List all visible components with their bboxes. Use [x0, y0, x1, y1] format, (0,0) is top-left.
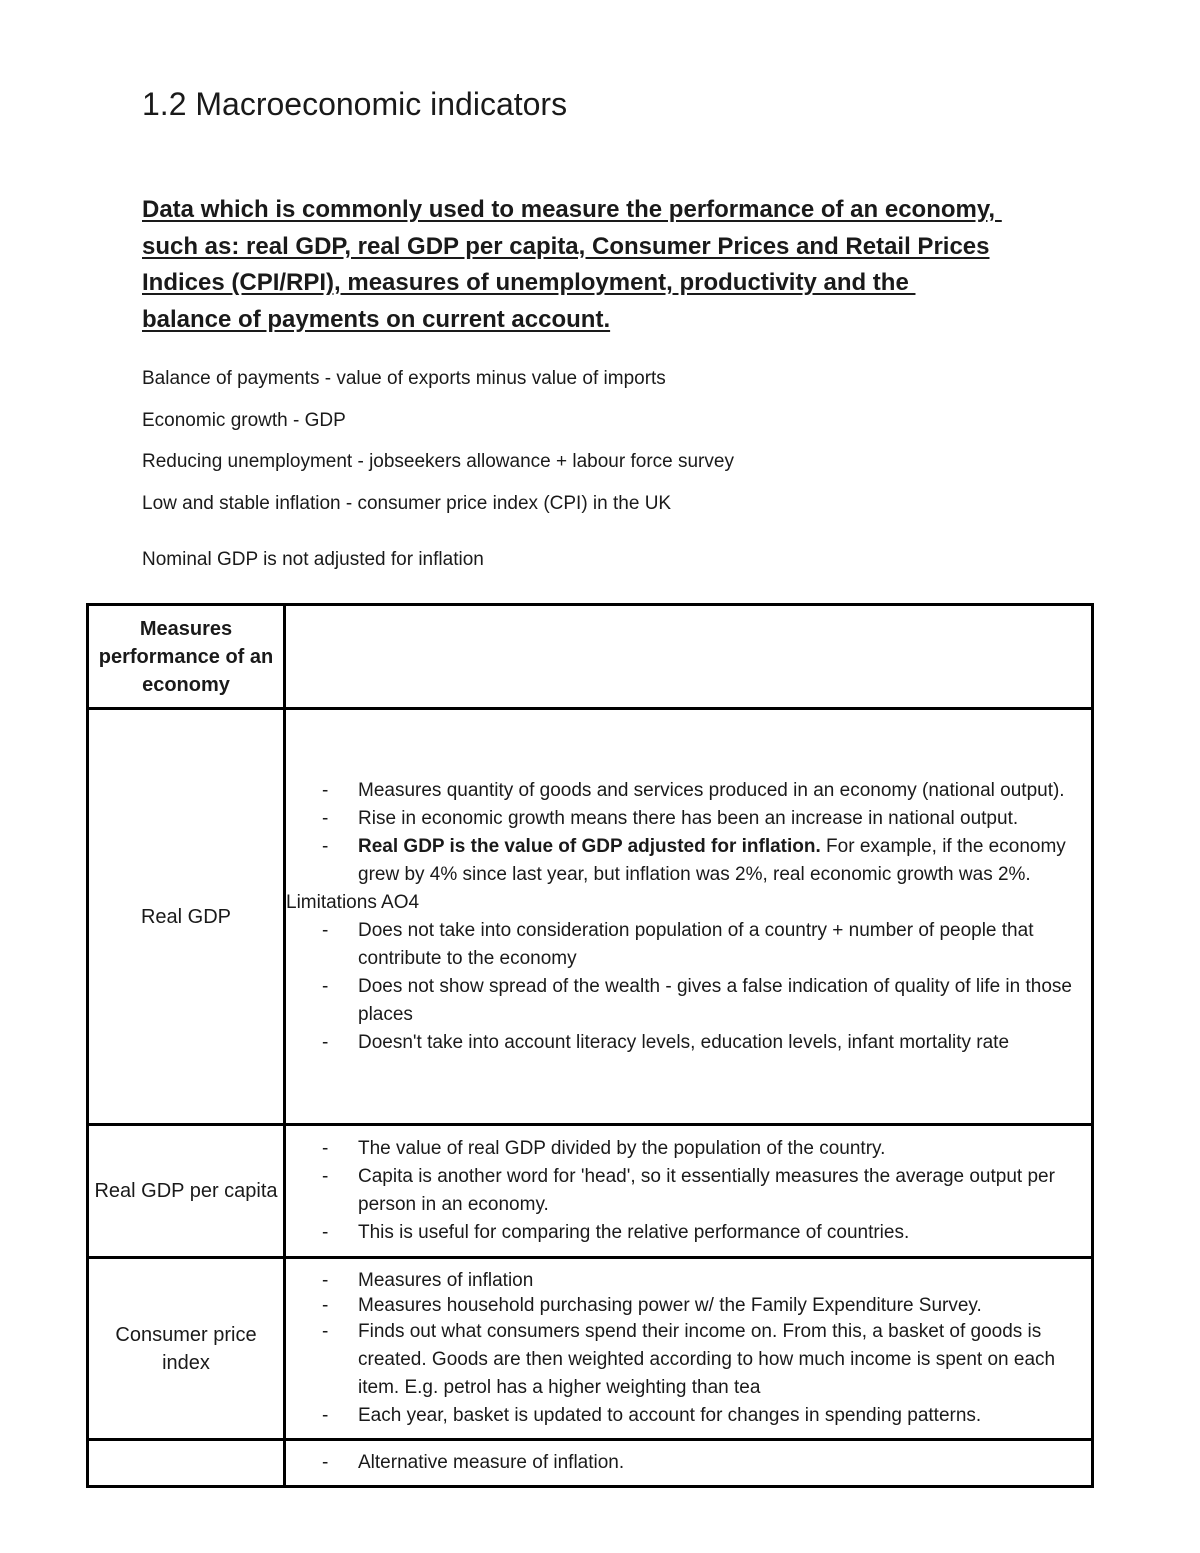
row-label: Consumer price index [88, 1258, 285, 1440]
table-header-row [88, 605, 1093, 709]
bullet-item: - Doesn't take into account literacy levels, education levels, infant mortality rate [286, 1029, 1091, 1057]
notes-list [142, 366, 734, 589]
bullet-item [286, 833, 1091, 889]
table-row-real-gdp [88, 709, 1093, 1125]
bullet-item: - This is useful for comparing the relative performance of countries. [286, 1219, 1091, 1247]
table-row-real-gdp-per-capita [88, 1125, 1093, 1258]
definition-example: For example, if the economy grew by 4% since last year, but inflation was 2%, real economic growth was 2%. [358, 835, 1066, 885]
intro-line: balance of payments on current account. [142, 305, 611, 333]
bullet-item: - Measures household purchasing power w/ the Family Expenditure Survey. [286, 1293, 1091, 1318]
row-label: Real GDP [88, 709, 285, 1125]
row-content [285, 1258, 1093, 1440]
intro-line: Indices (CPI/RPI), measures of unemployment, productivity and the [142, 269, 916, 296]
bullet-item: - Each year, basket is updated to account for changes in spending patterns. [286, 1402, 1091, 1430]
measures-table [86, 603, 1094, 1488]
bullet-list [286, 1268, 1091, 1430]
bullet-item: - Measures of inflation [286, 1268, 1091, 1293]
row-label [88, 1440, 285, 1487]
bullet-item: - Capita is another word for 'head', so it essentially measures the average output per person in an economy. [286, 1163, 1091, 1219]
intro-line: Data which is commonly used to measure the performance of an economy, [142, 196, 1002, 223]
page-title: 1.2 Macroeconomic indicators [142, 86, 568, 122]
note-nominal-gdp: Nominal GDP is not adjusted for inflation [142, 549, 484, 570]
intro-definition [142, 192, 1082, 338]
table-row-consumer-price-index [88, 1258, 1093, 1440]
note-economic-growth: Economic growth - GDP [142, 409, 346, 431]
table-row-alternative-measure [88, 1440, 1093, 1487]
bullet-list [286, 777, 1091, 889]
row-content [285, 709, 1093, 1125]
header-content-cell [285, 605, 1093, 709]
header-label-cell: Measures performance of an economy [88, 605, 285, 709]
bullet-list [286, 1449, 1091, 1477]
note-balance-of-payments: Balance of payments - value of exports minus value of imports [142, 368, 666, 389]
limitations-heading: Limitations AO4 [286, 891, 420, 913]
limitations-list [286, 917, 1091, 1057]
row-content [285, 1440, 1093, 1487]
bullet-item: - Measures quantity of goods and services produced in an economy (national output). [286, 777, 1091, 805]
note-unemployment: Reducing unemployment - jobseekers allowance + labour force survey [142, 451, 734, 472]
bullet-item: - The value of real GDP divided by the population of the country. [286, 1135, 1091, 1163]
row-content [285, 1125, 1093, 1258]
note-inflation: Low and stable inflation - consumer price index (CPI) in the UK [142, 492, 672, 514]
bullet-item: - Rise in economic growth means there has been an increase in national output. [286, 805, 1091, 833]
bold-definition: Real GDP is the value of GDP adjusted for inflation. [358, 835, 821, 857]
bullet-item: - Does not show spread of the wealth - gives a false indication of quality of life in those places [286, 973, 1091, 1029]
row-label: Real GDP per capita [88, 1125, 285, 1258]
bullet-item: - Finds out what consumers spend their income on. From this, a basket of goods is created. Goods are then weighted according to how much income is spent on each item. E.g. petrol has a higher weighting than tea [286, 1318, 1091, 1402]
intro-line: such as: real GDP, real GDP per capita, Consumer Prices and Retail Prices [142, 232, 990, 260]
bullet-list [286, 1135, 1091, 1247]
bullet-item: - Alternative measure of inflation. [286, 1449, 1091, 1477]
bullet-item: - Does not take into consideration population of a country + number of people that contribute to the economy [286, 917, 1091, 973]
